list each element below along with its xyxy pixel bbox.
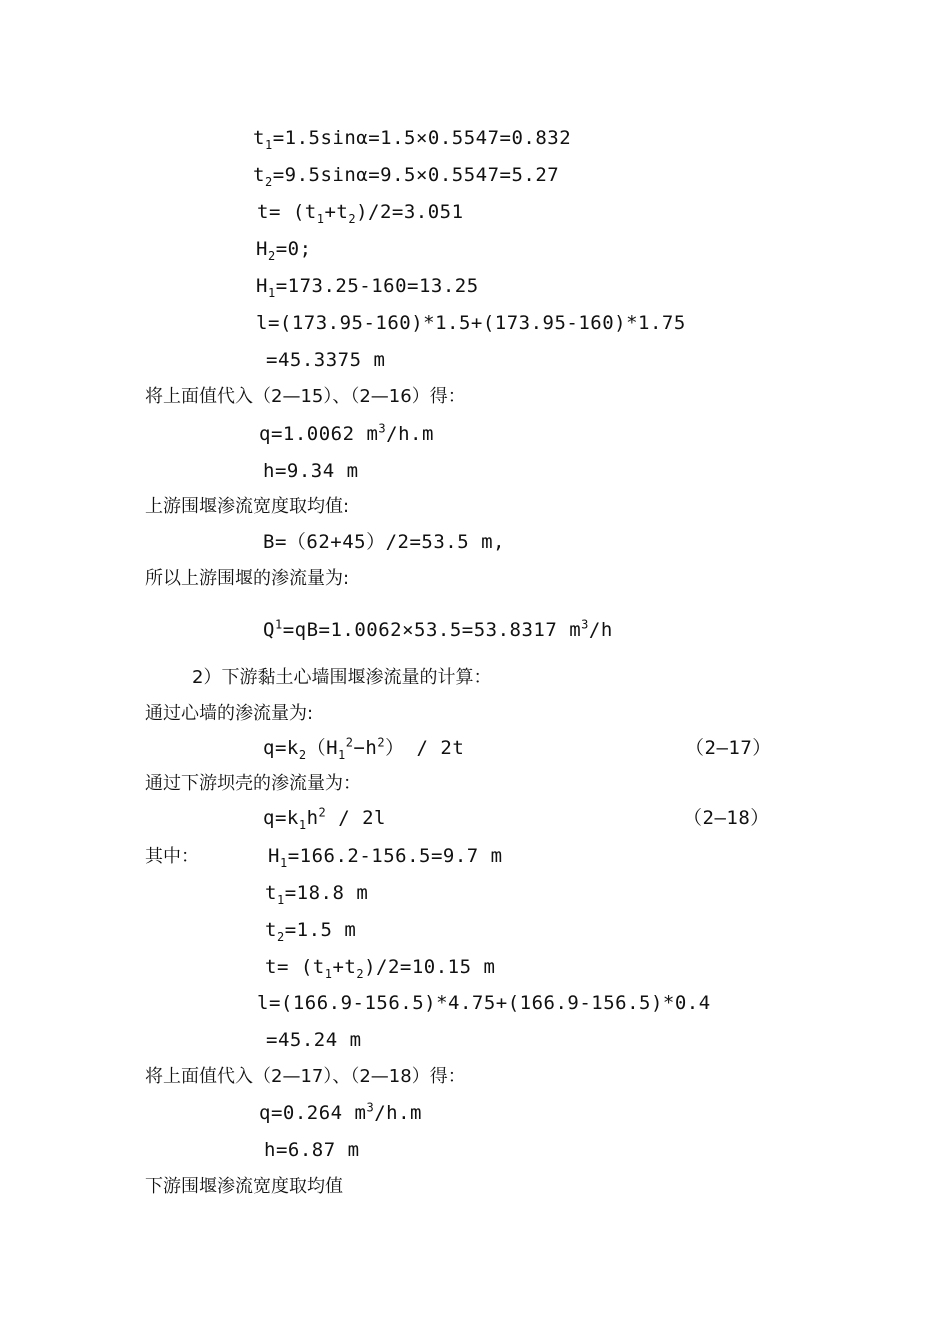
formula-line: $H_1=173.25-160=13.25$ bbox=[256, 275, 479, 300]
formula-line: $H_1=166.2-156.5=9.7$ m bbox=[268, 845, 503, 870]
text-line: 将上面值代入（2—15）、（2—16）得： bbox=[145, 386, 466, 407]
text-line: 通过心墙的渗流量为: bbox=[145, 703, 314, 724]
text-line: 通过下游坝壳的渗流量为： bbox=[145, 773, 361, 794]
formula-line: $t_1=18.8$ m bbox=[265, 882, 369, 907]
equation-number: （2—17） bbox=[685, 737, 772, 759]
formula-line: $t_1=1.5\sin\alpha=1.5\times 0.5547=0.832$ bbox=[253, 127, 572, 152]
formula-line: =45.3375 m bbox=[266, 349, 386, 371]
text-line: 上游围堰渗流宽度取均值: bbox=[145, 496, 350, 517]
section-heading: 2）下游黏土心墙围堰渗流量的计算： bbox=[192, 667, 492, 688]
formula-line: $t= (t_1+t_2)/2=10.15$ m bbox=[265, 956, 496, 981]
equation-number: （2—18） bbox=[683, 807, 770, 829]
formula-line: h=9.34 m bbox=[263, 460, 359, 482]
formula-line: l=(173.95-160)*1.5+(173.95-160)*1.75 bbox=[256, 312, 686, 334]
text-label: 其中： bbox=[145, 846, 199, 867]
text-line: 下游围堰渗流宽度取均值 bbox=[145, 1176, 343, 1197]
text-line: 将上面值代入（2—17）、（2—18）得： bbox=[145, 1066, 466, 1087]
formula-line: l=(166.9-156.5)*4.75+(166.9-156.5)*0.4 bbox=[257, 992, 711, 1014]
formula-line: $t= (t_1+t_2)/2=3.051$ bbox=[257, 201, 464, 226]
formula-line: $H_2=0$; bbox=[256, 238, 312, 263]
formula-line: =45.24 m bbox=[266, 1029, 362, 1051]
formula-line: $t_2=9.5\sin\alpha=9.5\times 0.5547=5.27$ bbox=[253, 164, 560, 189]
formula-line: q=1.0062 $m^3/h.m$ bbox=[259, 421, 434, 445]
formula-line: $Q^1=qB=1.0062\times 53.5=53.8317$ $m^3/h$ bbox=[263, 617, 613, 641]
formula-line: $q=k_1h^2 / 2l$ bbox=[263, 805, 386, 832]
formula-line: q=0.264 $m^3/h.m$ bbox=[259, 1100, 422, 1124]
formula-line: $q=k_2(H_1^2-h^2) / 2t$ bbox=[263, 735, 465, 762]
formula-line: $t_2=1.5$ m bbox=[265, 919, 357, 944]
text-line: 所以上游围堰的渗流量为: bbox=[145, 568, 350, 589]
formula-line: h=6.87 m bbox=[264, 1139, 360, 1161]
formula-line: B=（62+45）/2=53.5 m, bbox=[263, 531, 505, 553]
